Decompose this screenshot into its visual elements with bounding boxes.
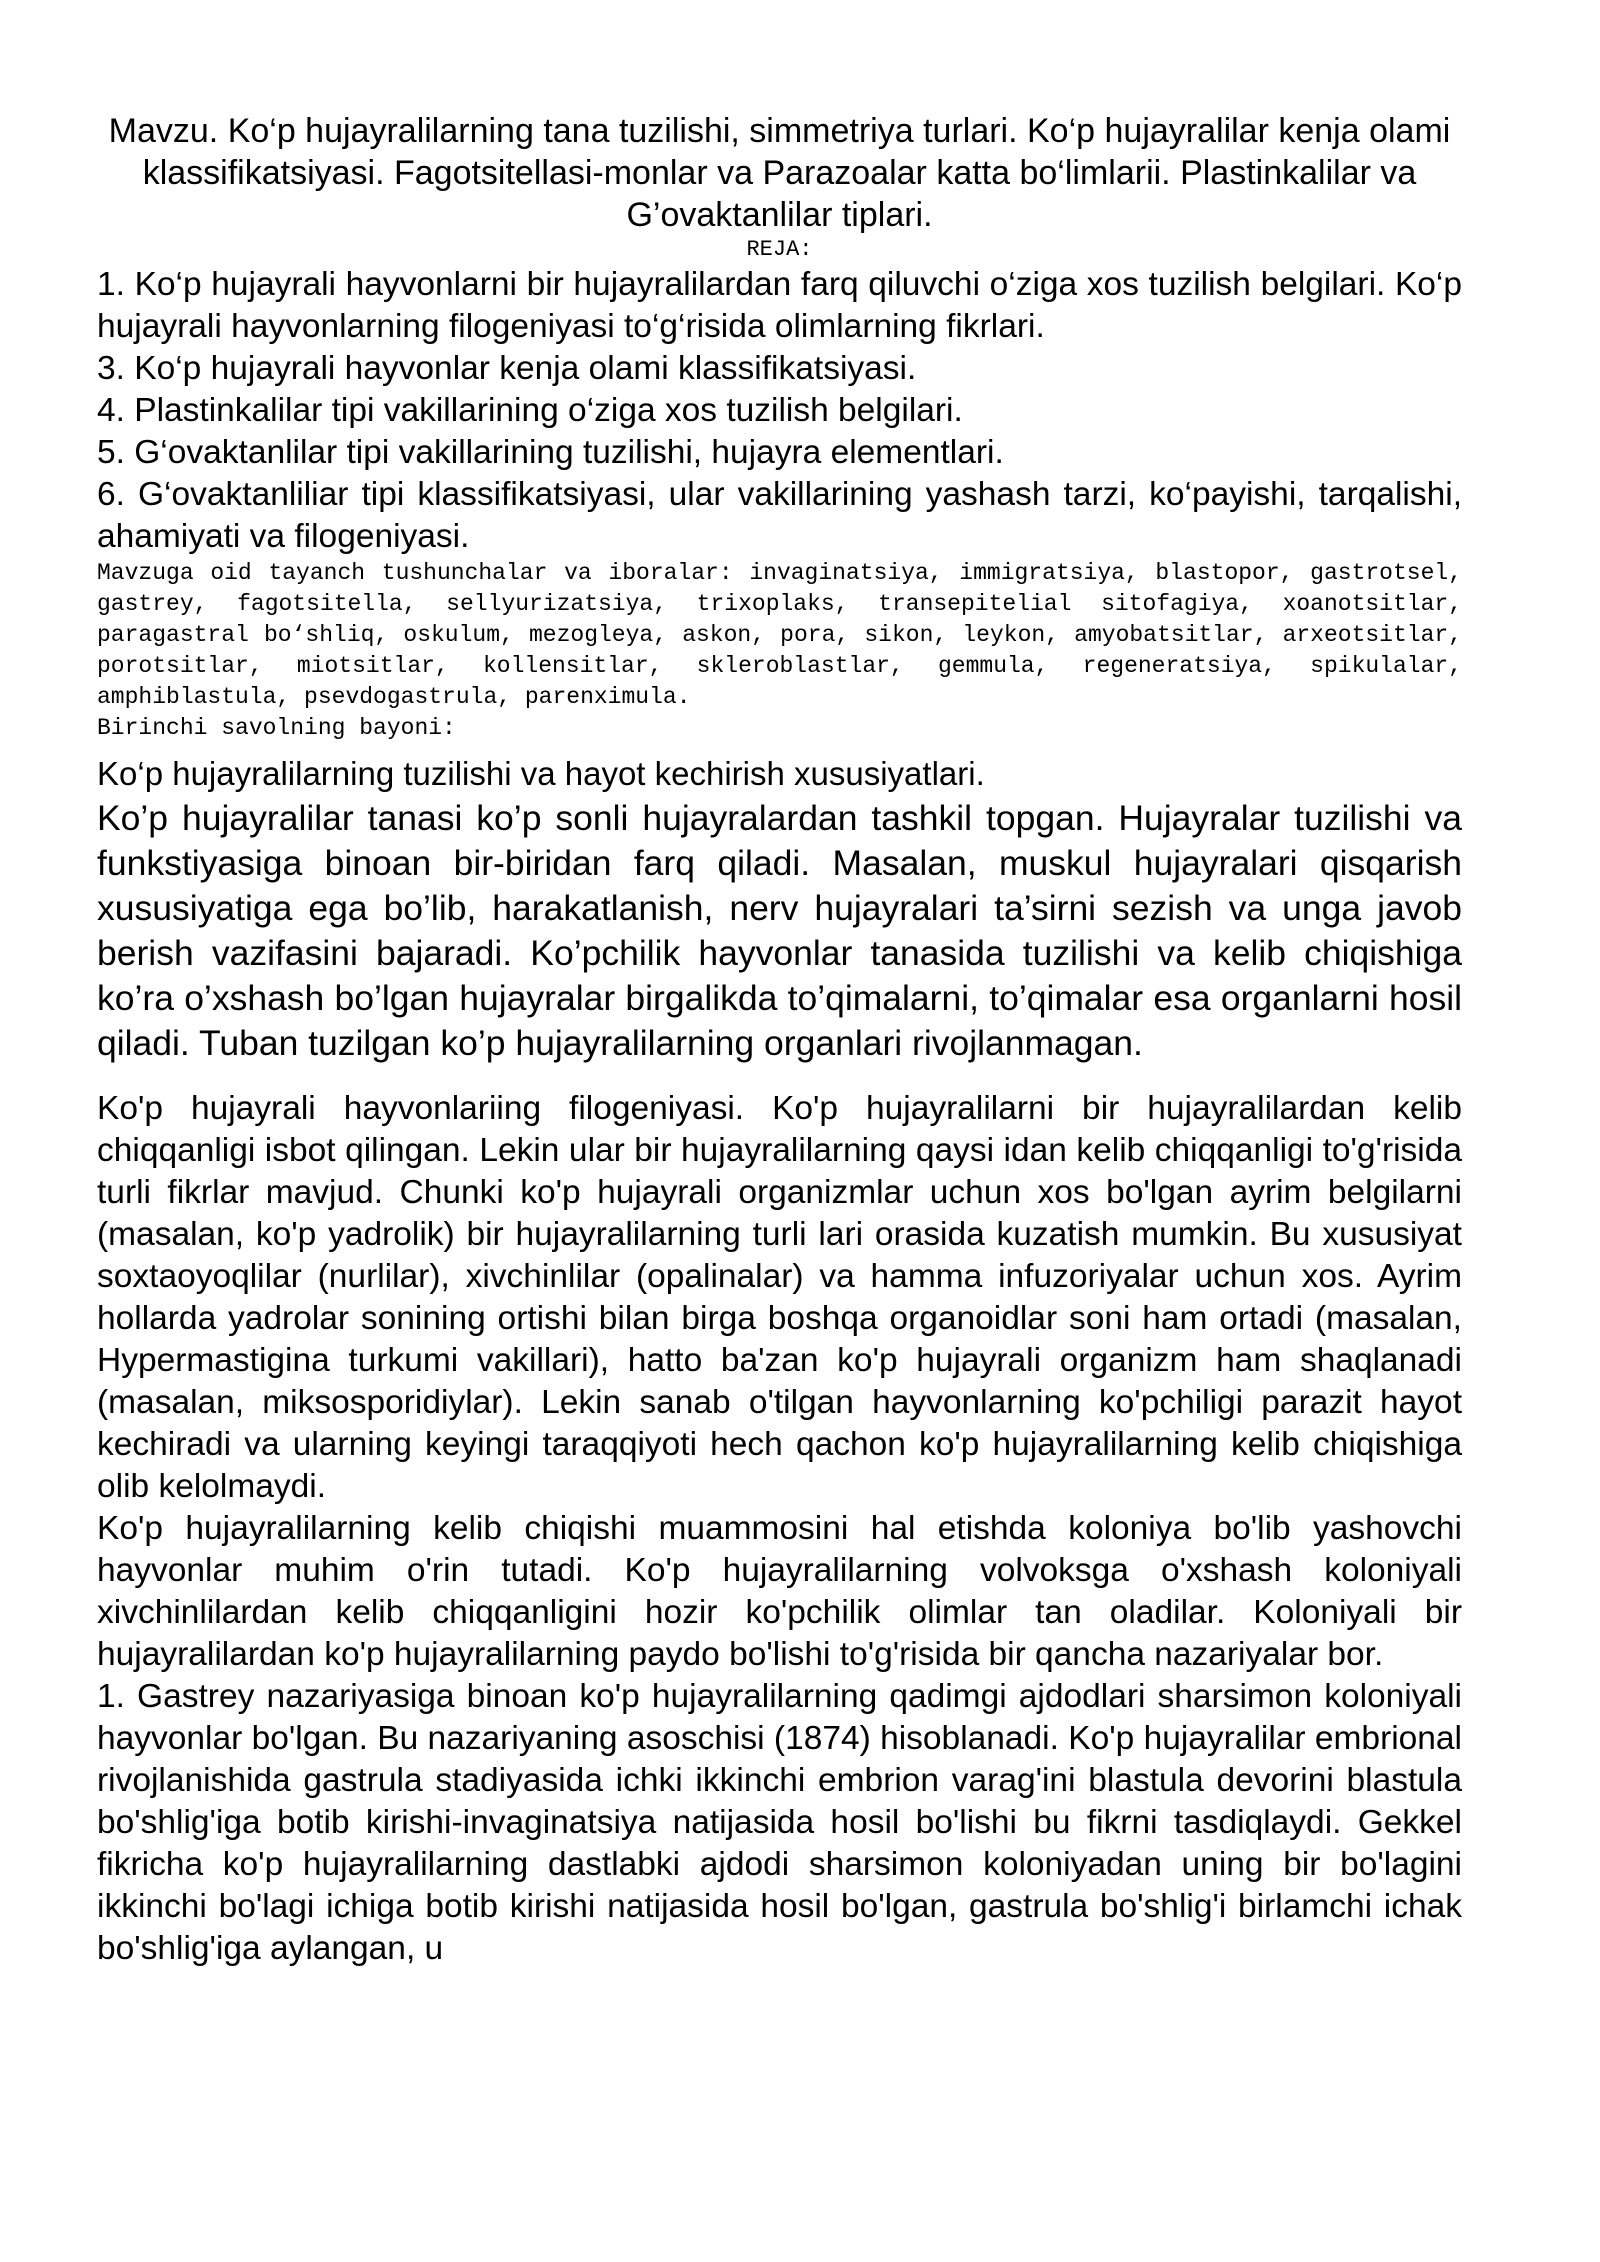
paragraph-1: Ko’p hujayralilar tanasi ko’p sonli hujayralardan tashkil topgan. Hujayralar tuzilishi va funkstiyasiga binoan bir-biridan farq qiladi. Masalan, muskul hujayralari qisqarish xususiyatiga ega bo’lib, harakatlanish, nerv hujayralari ta’sirni sezish va unga javob berish vazifasini bajaradi. Ko’pchilik hayvonlar tanasida tuzilishi va kelib chiqishiga ko’ra o’xshash bo’lgan hujayralar birgalikda to’qimalarni, to’qimalar esa organlarni hosil qiladi. Tuban tuzilgan ko’p hujayralilarning organlari rivojlanmagan. bbox=[97, 798, 1462, 1063]
plan-item-6: 6. G‘ovaktanliliar tipi klassifikatsiyasi, ular vakillarining yashash tarzi, ko‘payishi, tarqalishi, ahamiyati va filogeniyasi. bbox=[97, 476, 1462, 555]
plan-item-4: 4. Plastinkalilar tipi vakillarining o‘ziga xos tuzilish belgilari. bbox=[97, 392, 963, 429]
keywords-paragraph: Mavzuga oid tayanch tushunchalar va iboralar: invaginatsiya, immigratsiya, blastopor, gastrotsel, gastrey, fagotsitella, sellyurizatsiya, trixoplaks, transepitelial sitofagiya, xoanotsitlar, paragastral bo‘shliq, oskulum, mezogleya, askon, pora, sikon, leykon, amyobatsitlar, arxeotsitlar, porotsitlar, miotsitlar, kollensitlar, skleroblastlar, gemmula, regeneratsiya, spikulalar, amphiblastula, psevdogastrula, parenximula. bbox=[97, 560, 1462, 710]
document-title: Mavzu. Ko‘p hujayralilarning tana tuzilishi, simmetriya turlari. Ko‘p hujayralilar kenja olami klassifikatsiyasi. Fagotsitellasi-monlar va Parazoalar katta bo‘limlarii. Plastinkalilar va G’ovaktanlilar tiplari. bbox=[108, 112, 1451, 234]
section-heading: Ko‘p hujayralilarning tuzilishi va hayot kechirish xususiyatlari. bbox=[97, 755, 985, 792]
plan-item-5: 5. G‘ovaktanlilar tipi vakillarining tuzilishi, hujayra elementlari. bbox=[97, 434, 1004, 471]
document-page bbox=[97, 110, 1462, 1970]
first-question-label: Birinchi savolning bayoni: bbox=[97, 715, 456, 741]
paragraph-3: Ko'p hujayralilarning kelib chiqishi muammosini hal etishda koloniya bo'lib yashovchi hayvonlar muhim o'rin tutadi. Ko'p hujayralilarning volvoksga o'xshash koloniyali xivchinlilardan kelib chiqqanligini hozir ko'pchilik olimlar tan oladilar. Koloniyali bir hujayralilardan ko'p hujayralilarning paydo bo'lishi to'g'risida bir qancha nazariyalar bor. bbox=[97, 1510, 1462, 1673]
paragraph-4: 1. Gastrey nazariyasiga binoan ko'p hujayralilarning qadimgi ajdodlari sharsimon koloniyali hayvonlar bo'lgan. Bu nazariyaning asoschisi (1874) hisoblanadi. Ko'p hujayralilar embrional rivojlanishida gastrula stadiyasida ichki ikkinchi embrion varag'ini blastula devorini blastula bo'shlig'iga botib kirishi-invaginatsiya natijasida hosil bo'lishi bu fikrni tasdiqlaydi. Gekkel fikricha ko'p hujayralilarning dastlabki ajdodi sharsimon koloniyadan uning bir bo'lagini ikkinchi bo'lagi ichiga botib kirishi natijasida hosil bo'lgan, gastrula bo'shlig'i birlamchi ichak bo'shlig'iga aylangan, u bbox=[97, 1678, 1462, 1967]
paragraph-2: Ko'p hujayrali hayvonlariing filogeniyasi. Ko'p hujayralilarni bir hujayralilardan kelib chiqqanligi isbot qilingan. Lekin ular bir hujayralilarning qaysi idan kelib chiqqanligi to'g'risida turli fikrlar mavjud. Chunki ko'p hujayrali organizmlar uchun xos bo'lgan ayrim belgilarni (masalan, ko'p yadrolik) bir hujayralilarning turli lari orasida kuzatish mumkin. Bu xususiyat soxtaoyoqlilar (nurlilar), xivchinlilar (opalinalar) va hamma infuzoriyalar uchun xos. Ayrim hollarda yadrolar sonining ortishi bilan birga boshqa organoidlar soni ham ortadi (masalan, Hypermastigina turkumi vakillari), hatto ba'zan ko'p hujayrali organizm ham shaqlanadi (masalan, miksosporidiylar). Lekin sanab o'tilgan hayvonlarning ko'pchiligi parazit hayot kechiradi va ularning keyingi taraqqiyoti hech qachon ko'p hujayralilarning kelib chiqishiga olib kelolmaydi. bbox=[97, 1090, 1462, 1505]
plan-item-1: 1. Ko‘p hujayrali hayvonlarni bir hujayralilardan farq qiluvchi o‘ziga xos tuzilish belgilari. Ko‘p hujayrali hayvonlarning filogeniyasi to‘g‘risida olimlarning fikrlari. bbox=[97, 266, 1462, 345]
plan-heading: REJA: bbox=[746, 237, 813, 262]
plan-item-3: 3. Ko‘p hujayrali hayvonlar kenja olami klassifikatsiyasi. bbox=[97, 350, 917, 387]
